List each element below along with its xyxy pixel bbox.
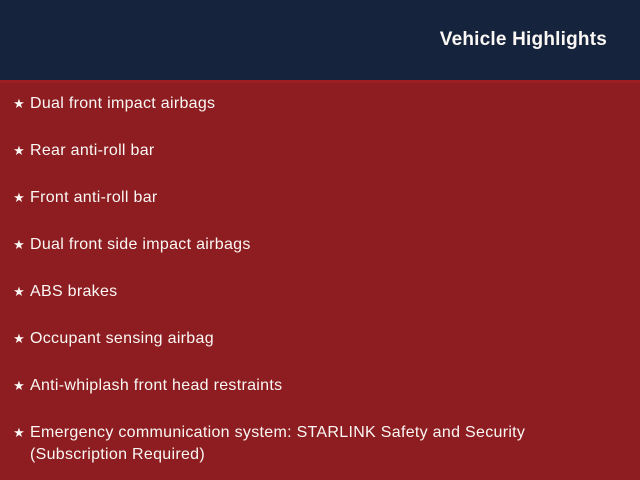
star-bullet-icon: ★ (13, 378, 25, 393)
highlights-body (0, 80, 640, 480)
feature-label: Anti-whiplash front head restraints (30, 377, 283, 394)
feature-list-item (8, 234, 612, 256)
feature-list-item (8, 281, 612, 303)
feature-list-item (8, 93, 612, 115)
feature-label: Dual front side impact airbags (30, 236, 251, 253)
star-bullet-icon: ★ (13, 284, 25, 299)
feature-label: Dual front impact airbags (30, 95, 216, 112)
feature-label: Front anti-roll bar (30, 189, 158, 206)
page-title: Vehicle Highlights (439, 29, 607, 50)
feature-label: Emergency communication system: STARLINK Safety and Security (Subscription Required) (30, 424, 526, 463)
star-bullet-icon: ★ (13, 425, 25, 440)
star-bullet-icon: ★ (13, 237, 25, 252)
star-bullet-icon: ★ (13, 331, 25, 346)
star-bullet-icon: ★ (13, 96, 25, 111)
feature-list-item (8, 187, 612, 209)
feature-list-item (8, 422, 612, 466)
feature-list-item (8, 140, 612, 162)
star-bullet-icon: ★ (13, 190, 25, 205)
feature-label: ABS brakes (30, 283, 118, 300)
feature-label: Occupant sensing airbag (30, 330, 214, 347)
feature-list-item (8, 328, 612, 350)
feature-list (8, 93, 612, 466)
feature-list-item (8, 375, 612, 397)
header-bar (0, 0, 640, 80)
star-bullet-icon: ★ (13, 143, 25, 158)
feature-label: Rear anti-roll bar (30, 142, 155, 159)
